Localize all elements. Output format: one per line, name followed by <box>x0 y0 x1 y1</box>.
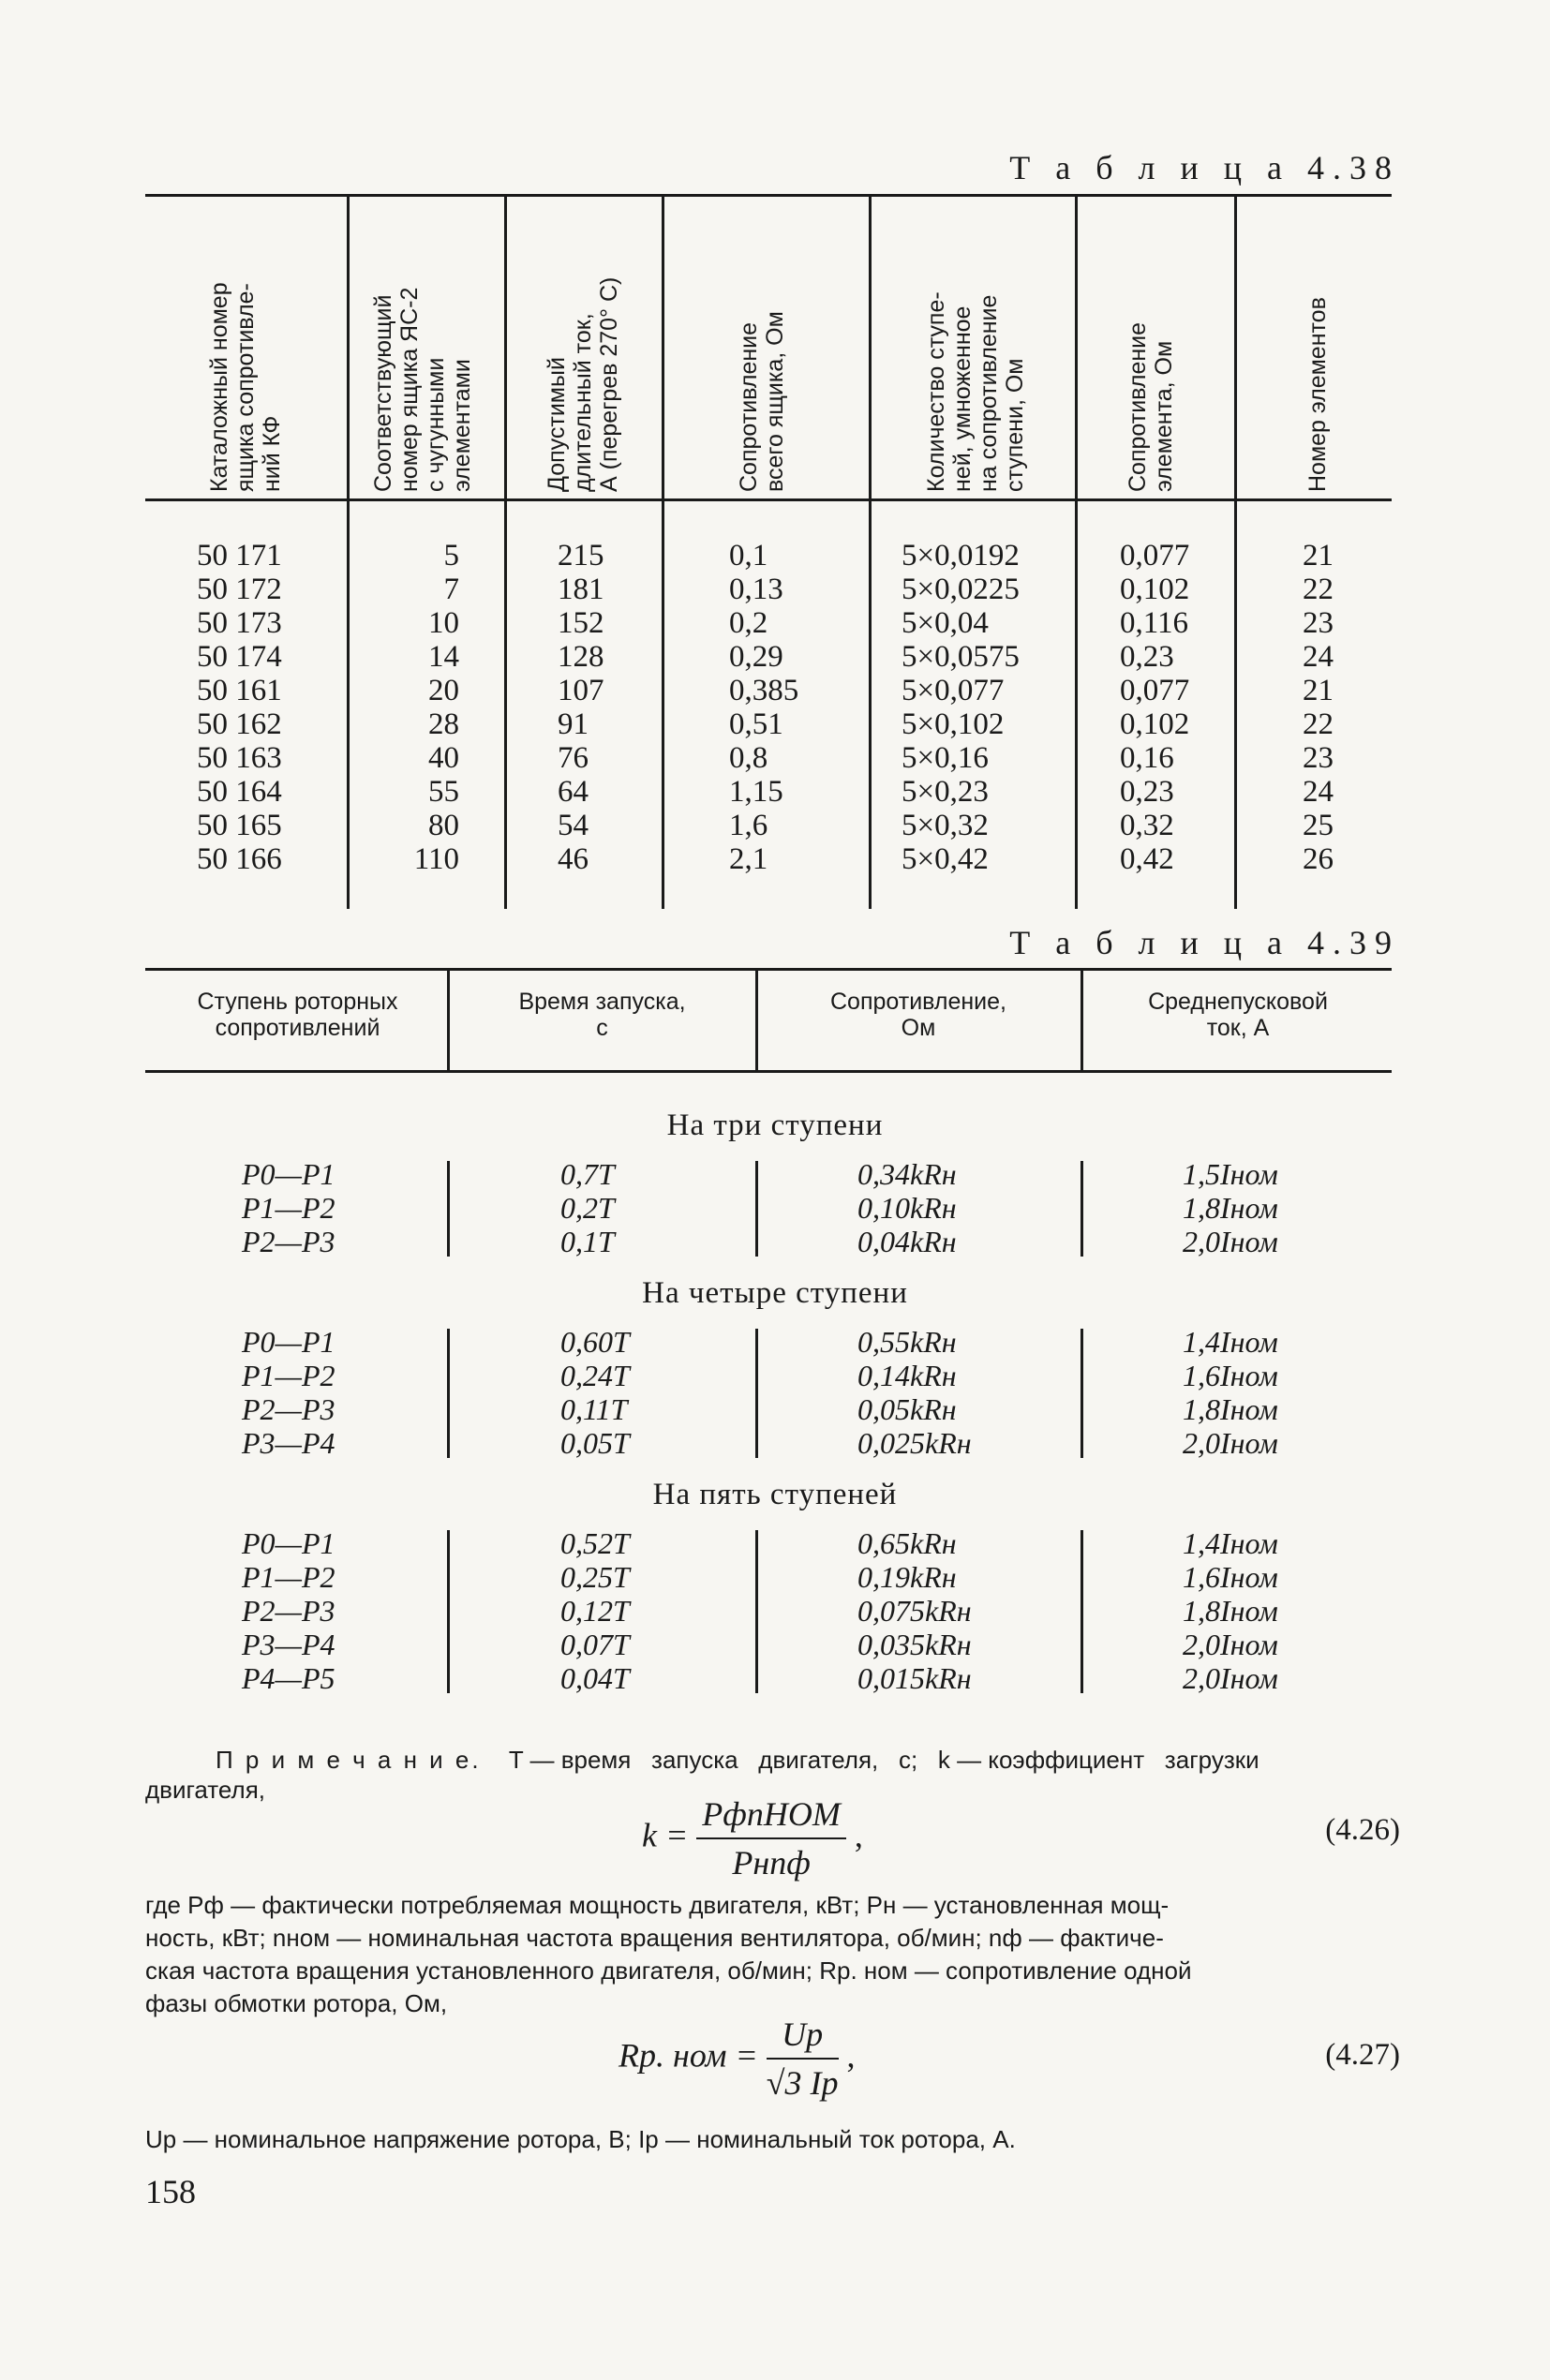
table-39-cell: 0,60T <box>560 1325 630 1359</box>
table-39-header-divider <box>755 971 758 1070</box>
table-39-cell: 0,05kRн <box>857 1392 957 1426</box>
table-39-cell: 2,0Iном <box>1183 1426 1278 1460</box>
table-39-resistances-group <box>857 1526 972 1695</box>
table-39-divider <box>447 1329 450 1458</box>
table-38-cell: 0,51 <box>729 707 783 741</box>
table-38-cell: 50 173 <box>197 606 282 640</box>
table-39-divider <box>755 1329 758 1458</box>
table-38-cell: 50 166 <box>197 842 282 876</box>
table-38-cell: 5×0,0192 <box>902 539 1020 573</box>
table-38-cell: 26 <box>1303 842 1334 876</box>
table-39-cell: 0,04kRн <box>857 1225 957 1258</box>
table-39-cell: 0,025kRн <box>857 1426 972 1460</box>
table-38-cell: 5×0,16 <box>902 741 989 775</box>
table-39-section-title: На четыре ступени <box>642 1276 908 1310</box>
formula-4-27: Rр. ном = $\frac{Uр}{√3 Iр}$ , <box>619 2016 856 2102</box>
table-38-cell: 28 <box>428 707 459 741</box>
table-39-resistances-group <box>857 1157 957 1258</box>
table-38-column-steps <box>902 539 1070 876</box>
table-38-cell: 5 <box>443 539 459 573</box>
table-38-cell: 24 <box>1303 775 1334 809</box>
table-39-divider <box>755 1161 758 1257</box>
explanation-line-4: фазы обмотки ротора, Ом, <box>145 1989 448 2017</box>
table-39-cell: 0,05T <box>560 1426 630 1460</box>
table-38-cell: 0,1 <box>729 539 768 573</box>
table-39-cell: 1,6Iном <box>1183 1359 1278 1392</box>
table-38-cell: 20 <box>428 674 459 707</box>
table-38-cell: 76 <box>558 741 589 775</box>
note-line-2: двигателя, <box>145 1776 265 1804</box>
table-38-cell: 91 <box>558 707 589 741</box>
formula-4-26-number: (4.26) <box>1325 1813 1400 1847</box>
table-39-cell: 2,0Iном <box>1183 1661 1278 1695</box>
table-39-cell: P1—P2 <box>242 1359 335 1392</box>
table-38-cell: 5×0,04 <box>902 606 989 640</box>
table-38-caption: Т а б л и ц а 4.38 <box>1009 149 1400 186</box>
last-line: Uр — номинальное напряжение ротора, В; Iр — номинальный ток ротора, А. <box>145 2125 1016 2153</box>
table-38-column-element-resistance <box>1120 539 1223 876</box>
table-39-cell: 0,07T <box>560 1628 630 1661</box>
table-39-header: Среднепусковой ток, А <box>1148 989 1328 1041</box>
table-38-divider <box>662 197 664 909</box>
table-39-cell: 0,035kRн <box>857 1628 972 1661</box>
table-38-header-rule <box>145 498 1392 501</box>
table-39-header: Время запуска, с <box>518 989 686 1041</box>
table-38-cell: 10 <box>428 606 459 640</box>
table-39-section-title: На три ступени <box>666 1108 884 1142</box>
table-38-cell: 110 <box>413 842 459 876</box>
table-39-times-group <box>560 1325 630 1460</box>
table-39-cell: 0,12T <box>560 1594 630 1628</box>
table-39-currents-group <box>1183 1157 1278 1258</box>
table-39-cell: P4—P5 <box>242 1661 335 1695</box>
table-38-column-element-number <box>1303 539 1359 876</box>
table-38-cell: 0,2 <box>729 606 768 640</box>
table-38-cell: 5×0,23 <box>902 775 989 809</box>
table-38-cell: 128 <box>558 640 604 674</box>
table-39-cell: 1,5Iном <box>1183 1157 1278 1191</box>
table-38-cell: 5×0,077 <box>902 674 1005 707</box>
table-39-cell: 1,8Iном <box>1183 1392 1278 1426</box>
table-39-cell: P3—P4 <box>242 1628 335 1661</box>
formula-4-27-lhs: Rр. ном = <box>619 2036 758 2075</box>
table-39-divider <box>447 1530 450 1693</box>
formula-4-26: k = $\frac{\text{PфnНОМ}}{\text{Pнnф}}$ , <box>642 1795 863 1882</box>
table-39-cell: 0,015kRн <box>857 1661 972 1695</box>
table-39-cell: 0,04T <box>560 1661 630 1695</box>
table-39-cell: 0,34kRн <box>857 1157 957 1191</box>
explanation-line-1: где Pф — фактически потребляемая мощность двигателя, кВт; Pн — установленная мощ- <box>145 1891 1170 1919</box>
table-38-cell: 21 <box>1303 674 1334 707</box>
table-38-cell: 50 174 <box>197 640 282 674</box>
table-38-cell: 2,1 <box>729 842 768 876</box>
table-38-cell: 64 <box>558 775 589 809</box>
table-39-currents-group <box>1183 1325 1278 1460</box>
table-38-cell: 181 <box>558 573 604 606</box>
table-38-cell: 0,23 <box>1120 640 1174 674</box>
table-38-cell: 14 <box>428 640 459 674</box>
table-38-cell: 55 <box>428 775 459 809</box>
table-39-times-group <box>560 1157 615 1258</box>
table-38-cell: 23 <box>1303 606 1334 640</box>
table-39-cell: P2—P3 <box>242 1225 335 1258</box>
table-38-cell: 0,077 <box>1120 539 1190 573</box>
formula-4-27-numerator: Uр <box>767 2015 839 2060</box>
table-39-cell: 1,4Iном <box>1183 1325 1278 1359</box>
table-39-currents-group <box>1183 1526 1278 1695</box>
table-39-header: Ступень роторных сопротивлений <box>197 989 398 1041</box>
table-38-cell: 0,29 <box>729 640 783 674</box>
table-39-cell: 1,4Iном <box>1183 1526 1278 1560</box>
table-38-divider <box>869 197 872 909</box>
table-39-stages-group <box>242 1157 335 1258</box>
table-38-divider <box>1234 197 1237 909</box>
table-39-cell: 0,10kRн <box>857 1191 957 1225</box>
table-38-column-ys2 <box>356 539 459 876</box>
page-number: 158 <box>145 2173 196 2210</box>
note-label: П р и м е ч а н и е. <box>216 1746 482 1774</box>
table-39-divider <box>1081 1329 1083 1458</box>
table-38-cell: 5×0,0225 <box>902 573 1020 606</box>
table-38-cell: 50 162 <box>197 707 282 741</box>
table-39-cell: P1—P2 <box>242 1560 335 1594</box>
table-39-cell: 0,55kRн <box>857 1325 957 1359</box>
table-39-cell: 0,19kRн <box>857 1560 957 1594</box>
formula-4-27-number: (4.27) <box>1325 2038 1400 2072</box>
table-38-cell: 0,13 <box>729 573 783 606</box>
table-39-divider <box>1081 1530 1083 1693</box>
table-38-cell: 0,102 <box>1120 573 1190 606</box>
table-39-cell: P3—P4 <box>242 1426 335 1460</box>
table-39-cell: 0,075kRн <box>857 1594 972 1628</box>
table-39-times-group <box>560 1526 630 1695</box>
table-39-header-rule <box>145 1070 1392 1073</box>
table-38-cell: 50 164 <box>197 775 282 809</box>
table-38-cell: 0,16 <box>1120 741 1174 775</box>
table-38-cell: 22 <box>1303 573 1334 606</box>
table-38-cell: 0,116 <box>1120 606 1189 640</box>
table-38-cell: 5×0,42 <box>902 842 989 876</box>
table-39-top-rule <box>145 968 1392 971</box>
table-38-cell: 50 165 <box>197 809 282 842</box>
table-38-cell: 46 <box>558 842 589 876</box>
table-38-cell: 22 <box>1303 707 1334 741</box>
table-38-column-current <box>558 539 633 876</box>
table-38-cell: 7 <box>443 573 459 606</box>
table-38-cell: 1,6 <box>729 809 768 842</box>
formula-4-26-lhs: k = <box>642 1816 689 1854</box>
table-39-resistances-group <box>857 1325 972 1460</box>
table-39-divider <box>755 1530 758 1693</box>
table-38-cell: 50 171 <box>197 539 282 573</box>
table-38-cell: 25 <box>1303 809 1334 842</box>
table-38-cell: 0,23 <box>1120 775 1174 809</box>
table-38-cell: 5×0,0575 <box>902 640 1020 674</box>
table-39-cell: P2—P3 <box>242 1392 335 1426</box>
formula-4-26-numerator: PфnНОМ <box>696 1794 846 1839</box>
table-38-cell: 1,15 <box>729 775 783 809</box>
table-39-caption: Т а б л и ц а 4.39 <box>1009 924 1400 961</box>
table-38-column-box-resistance <box>729 539 842 876</box>
table-39-cell: 0,65kRн <box>857 1526 957 1560</box>
explanation-line-3: ская частота вращения установленного двигателя, об/мин; Rр. ном — сопротивление одной <box>145 1956 1192 1985</box>
table-39-cell: 0,14kRн <box>857 1359 957 1392</box>
table-38-divider <box>1075 197 1078 909</box>
table-38-cell: 40 <box>428 741 459 775</box>
table-38-cell: 215 <box>558 539 604 573</box>
table-39-cell: 0,11T <box>560 1392 628 1426</box>
table-38-divider <box>347 197 350 909</box>
table-38-cell: 23 <box>1303 741 1334 775</box>
table-39-stages-group <box>242 1325 335 1460</box>
table-38-cell: 80 <box>428 809 459 842</box>
table-39-cell: 0,25T <box>560 1560 630 1594</box>
table-38-cell: 50 172 <box>197 573 282 606</box>
table-39-cell: 2,0Iном <box>1183 1225 1278 1258</box>
table-39-cell: P0—P1 <box>242 1325 335 1359</box>
note-line-1 <box>216 1743 1392 1777</box>
table-38-cell: 54 <box>558 809 589 842</box>
table-38-cell: 21 <box>1303 539 1334 573</box>
table-38-cell: 0,8 <box>729 741 768 775</box>
table-39-cell: 0,7T <box>560 1157 615 1191</box>
table-38-cell: 24 <box>1303 640 1334 674</box>
table-39-cell: P0—P1 <box>242 1157 335 1191</box>
table-39-cell: 1,6Iном <box>1183 1560 1278 1594</box>
formula-4-27-denominator: √3 Iр <box>766 2064 839 2102</box>
table-39-cell: 1,8Iном <box>1183 1594 1278 1628</box>
table-38-cell: 50 163 <box>197 741 282 775</box>
table-39-cell: 0,1T <box>560 1225 615 1258</box>
table-39-divider <box>447 1161 450 1257</box>
formula-4-26-denominator: Pнnф <box>732 1844 811 1882</box>
table-39-cell: P0—P1 <box>242 1526 335 1560</box>
table-38-column-catalog <box>197 539 319 876</box>
table-39-cell: 1,8Iном <box>1183 1191 1278 1225</box>
table-39-cell: 0,24T <box>560 1359 630 1392</box>
table-39-header: Сопротивление, Ом <box>830 989 1006 1041</box>
table-38-cell: 107 <box>558 674 604 707</box>
table-38-cell: 0,32 <box>1120 809 1174 842</box>
table-39-cell: P2—P3 <box>242 1594 335 1628</box>
table-38-cell: 0,42 <box>1120 842 1174 876</box>
table-38-cell: 50 161 <box>197 674 282 707</box>
table-38-cell: 0,077 <box>1120 674 1190 707</box>
table-39-section-title: На пять ступеней <box>652 1478 898 1511</box>
table-39-stages-group <box>242 1526 335 1695</box>
table-39-divider <box>1081 1161 1083 1257</box>
note-text: T — время запуска двигателя, с; k — коэффициент загрузки <box>508 1746 1259 1774</box>
table-39-cell: 0,52T <box>560 1526 630 1560</box>
table-38-cell: 0,385 <box>729 674 799 707</box>
table-38-cell: 5×0,32 <box>902 809 989 842</box>
table-38-cell: 5×0,102 <box>902 707 1005 741</box>
table-38-cell: 0,102 <box>1120 707 1190 741</box>
table-39-cell: 2,0Iном <box>1183 1628 1278 1661</box>
table-39-cell: P1—P2 <box>242 1191 335 1225</box>
table-38-divider <box>504 197 507 909</box>
table-38-cell: 152 <box>558 606 604 640</box>
explanation-line-2: ность, кВт; nном — номинальная частота вращения вентилятора, об/мин; nф — фактиче- <box>145 1924 1164 1952</box>
table-39-cell: 0,2T <box>560 1191 615 1225</box>
